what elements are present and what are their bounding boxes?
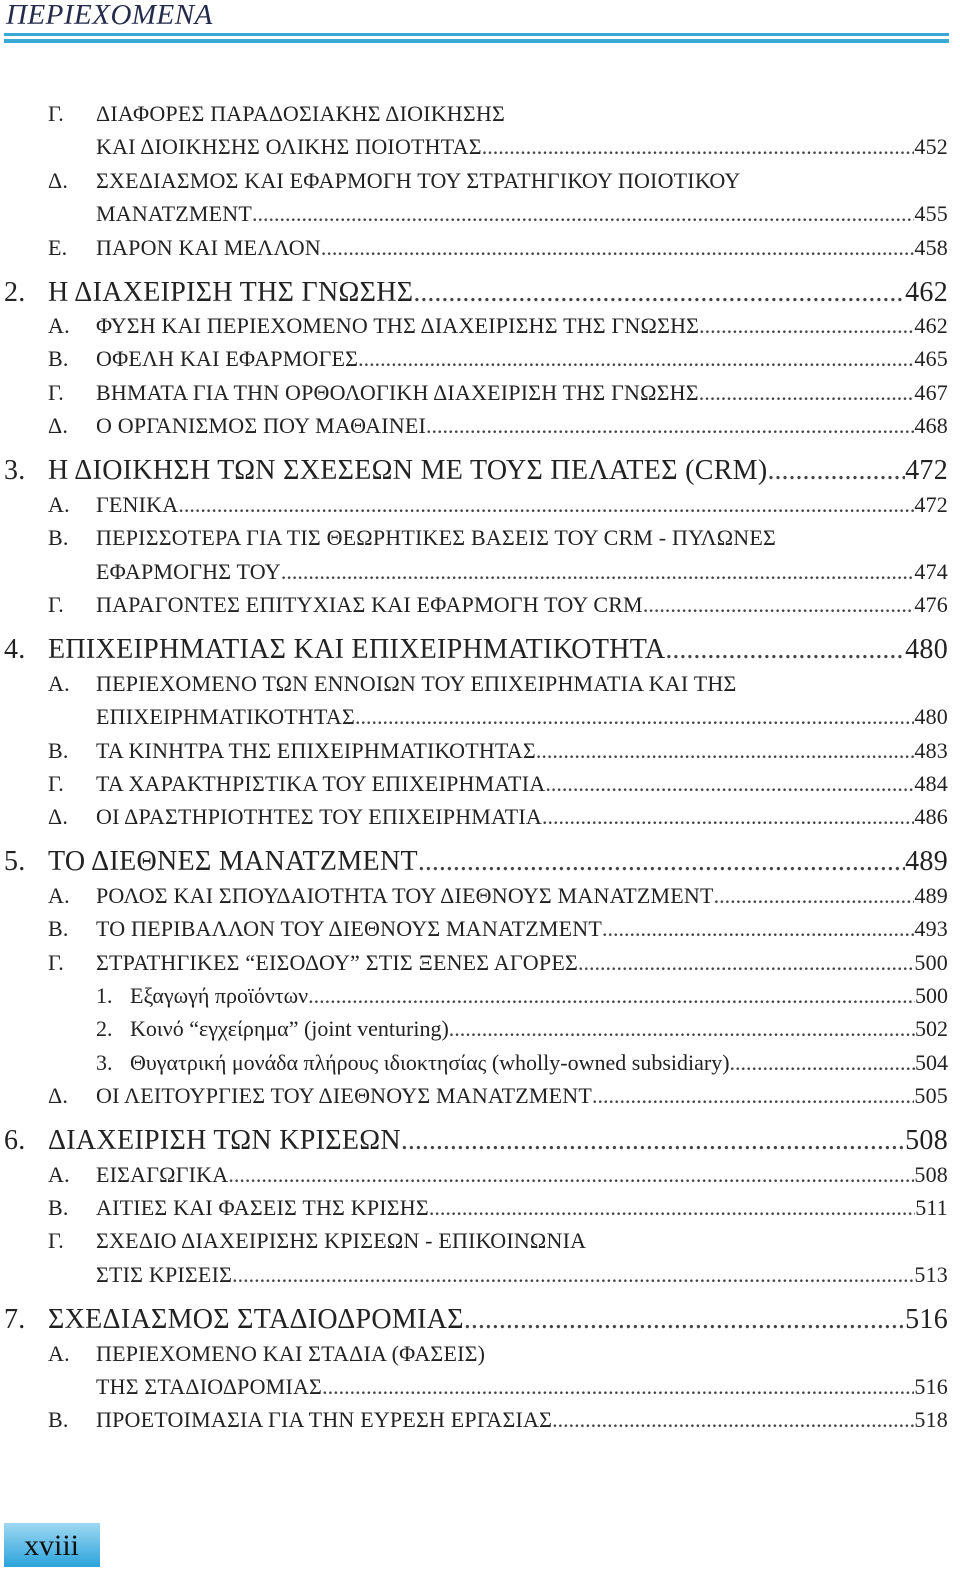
toc-entry-title: ΟΙ ΔΡΑΣΤΗΡΙΟΤΗΤΕΣ ΤΟΥ ΕΠΙΧΕΙΡΗΜΑΤΙΑ [96,804,542,829]
toc-entry-number: Δ. [48,168,69,193]
toc-entry-number: 1. [96,983,113,1008]
toc-entry-number: Δ. [48,413,69,438]
toc-entry-line [130,982,948,1010]
toc-entry-title: ΕΠΙΧΕΙΡΗΜΑΤΙΚΟΤΗΤΑΣ [96,704,355,729]
toc-page-number: 508 [914,1162,948,1187]
toc-entry-line [96,770,948,798]
header-rule-top [4,33,949,36]
dot-leader [482,133,915,161]
toc-entry-title: ΜΑΝΑΤΖΜΕΝΤ [96,201,253,226]
dot-leader [355,703,914,731]
page-title: ΠΕΡΙΕΧΟΜΕΝΑ [6,0,213,31]
toc-entry-title: Θυγατρική μονάδα πλήρους ιδιοκτησίας (wholly-owned subsidiary) [130,1050,730,1075]
toc-entry-title: ΣΧΕΔΙΑΣΜΟΣ ΣΤΑΔΙΟΔΡΟΜΙΑΣ [48,1304,464,1335]
toc-entry-line [96,670,948,698]
toc-entry-line [96,1082,948,1110]
toc-entry-number: 7. [4,1304,26,1335]
toc-entry-line [96,1194,948,1222]
toc-entry-number: Δ. [48,804,69,829]
toc-page-number: 516 [905,1304,948,1335]
toc-page-number: 508 [905,1125,948,1156]
toc-page-number: 486 [914,804,948,829]
toc-entry-line [96,412,948,440]
toc-entry-number: 3. [4,455,26,486]
dot-leader [178,491,914,519]
toc-entry-line [48,276,948,310]
toc-entry-number: Ε. [48,235,68,260]
toc-entry-line [96,133,948,161]
toc-entry-number: Γ. [48,101,64,126]
toc-entry-number: Δ. [48,1083,69,1108]
toc-entry-number: 6. [4,1125,26,1156]
dot-leader [401,1124,905,1158]
toc-entry-title: ΤΟ ΔΙΕΘΝΕΣ ΜΑΝΑΤΖΜΕΝΤ [48,846,418,877]
toc-page-number: 513 [914,1262,948,1287]
dot-leader [578,949,914,977]
dot-leader [228,1161,914,1189]
toc-entry-title: ΣΧΕΔΙΑΣΜΟΣ ΚΑΙ ΕΦΑΡΜΟΓΗ ΤΟΥ ΣΤΡΑΤΗΓΙΚΟΥ ΠΟΙΟΤΙΚΟΥ [96,168,741,193]
toc-entry-title: ΔΙΑΦΟΡΕΣ ΠΑΡΑΔΟΣΙΑΚΗΣ ΔΙΟΙΚΗΣΗΣ [96,101,505,126]
toc-entry-line [96,312,948,340]
toc-page-number: 493 [914,916,948,941]
toc-page-number: 467 [914,380,948,405]
dot-leader [429,1194,915,1222]
toc-entry-line [96,524,948,552]
toc-page-number: 500 [915,983,948,1008]
toc-entry-title: ΠΕΡΙΣΣΟΤΕΡΑ ΓΙΑ ΤΙΣ ΘΕΩΡΗΤΙΚΕΣ ΒΑΣΕΙΣ ΤΟΥ CRM - ΠΥΛΩΝΕΣ [96,525,777,550]
toc-entry-title: ΕΙΣΑΓΩΓΙΚΑ [96,1162,229,1187]
toc-entry-line [96,1373,948,1401]
toc-entry-number: Α. [48,313,70,338]
dot-leader [602,915,914,943]
toc-entry-line [96,803,948,831]
toc-entry-line [96,882,948,910]
toc-entry-number: Α. [48,883,70,908]
dot-leader [232,1261,914,1289]
toc-entry-number: 4. [4,634,26,665]
toc-page-number: 468 [914,413,948,438]
toc-entry-number: Β. [48,1195,69,1220]
header-rule-bottom [4,39,949,43]
toc-entry-title: ΦΥΣΗ ΚΑΙ ΠΕΡΙΕΧΟΜΕΝΟ ΤΗΣ ΔΙΑΧΕΙΡΙΣΗΣ ΤΗΣ ΓΝΩΣΗΣ [96,313,700,338]
toc-entry-title: ΣΤΡΑΤΗΓΙΚΕΣ “ΕΙΣΟΔΟΥ” ΣΤΙΣ ΞΕΝΕΣ ΑΓΟΡΕΣ [96,950,578,975]
toc-entry-line [96,737,948,765]
dot-leader [592,1082,914,1110]
toc-entry-title: Κοινό “εγχείρημα” (joint venturing) [130,1016,449,1041]
toc-entry-line [48,454,948,488]
toc-entry-line [96,949,948,977]
toc-page-number: 474 [914,559,948,584]
toc-entry-line [96,1161,948,1189]
toc-page-number: 452 [914,134,948,159]
dot-leader [449,1015,915,1043]
toc-page-number: 458 [914,235,948,260]
toc-entry-line [96,200,948,228]
toc-entry-line [96,915,948,943]
toc-entry-line [96,491,948,519]
toc-entry-number: 2. [96,1016,113,1041]
toc-page-number: 484 [914,771,948,796]
toc-entry-line [130,1015,948,1043]
toc-entry-number: Γ. [48,950,64,975]
dot-leader [699,312,914,340]
toc-entry-line [96,100,948,128]
dot-leader [545,770,914,798]
toc-page-number: 472 [905,455,948,486]
toc-entry-line [96,1340,948,1368]
dot-leader [308,982,915,1010]
toc-page-number: 480 [914,704,948,729]
toc-entry-number: 2. [4,277,26,308]
toc-entry-line [96,558,948,586]
dot-leader [643,591,915,619]
toc-entry-number: Α. [48,1162,70,1187]
toc-entry-title: ΠΑΡΑΓΟΝΤΕΣ ΕΠΙΤΥΧΙΑΣ ΚΑΙ ΕΦΑΡΜΟΓΗ ΤΟΥ CRM [96,592,643,617]
toc-entry-line [48,1303,948,1337]
toc-page-number: 483 [914,738,948,763]
toc-entry-title: ΚΑΙ ΔΙΟΙΚΗΣΗΣ ΟΛΙΚΗΣ ΠΟΙΟΤΗΤΑΣ [96,134,482,159]
toc-entry-number: Β. [48,525,69,550]
toc-entry-title: ΟΙ ΛΕΙΤΟΥΡΓΙΕΣ ΤΟΥ ΔΙΕΘΝΟΥΣ ΜΑΝΑΤΖΜΕΝΤ [96,1083,593,1108]
toc-entry-line [96,591,948,619]
toc-entry-title: Η ΔΙΟΙΚΗΣΗ ΤΩΝ ΣΧΕΣΕΩΝ ΜΕ ΤΟΥΣ ΠΕΛΑΤΕΣ (CRM) [48,455,768,486]
toc-entry-title: ΠΡΟΕΤΟΙΜΑΣΙΑ ΓΙΑ ΤΗΝ ΕΥΡΕΣΗ ΕΡΓΑΣΙΑΣ [96,1407,553,1432]
toc-entry-title: ΡΟΛΟΣ ΚΑΙ ΣΠΟΥΔΑΙΟΤΗΤΑ ΤΟΥ ΔΙΕΘΝΟΥΣ ΜΑΝΑΤΖΜΕΝΤ [96,883,714,908]
toc-entry-number: 5. [4,846,26,877]
toc-entry-title: ΣΧΕΔΙΟ ΔΙΑΧΕΙΡΙΣΗΣ ΚΡΙΣΕΩΝ - ΕΠΙΚΟΙΝΩΝΙΑ [96,1228,587,1253]
dot-leader [464,1303,905,1337]
toc-entry-line [48,1124,948,1158]
page-number: xviii [24,1529,80,1562]
toc-entry-title: ΠΕΡΙΕΧΟΜΕΝΟ ΤΩΝ ΕΝΝΟΙΩΝ ΤΟΥ ΕΠΙΧΕΙΡΗΜΑΤΙΑ ΚΑΙ ΤΗΣ [96,671,737,696]
toc-page-number: 476 [914,592,948,617]
toc-page-number: 516 [914,1374,948,1399]
toc-entry-title: ΟΦΕΛΗ ΚΑΙ ΕΦΑΡΜΟΓΕΣ [96,346,359,371]
page-number-badge [4,1523,100,1567]
toc-entry-number: Β. [48,1407,69,1432]
toc-entry-title: ΕΠΙΧΕΙΡΗΜΑΤΙΑΣ ΚΑΙ ΕΠΙΧΕΙΡΗΜΑΤΙΚΟΤΗΤΑ [48,634,666,665]
toc-page-number: 465 [914,346,948,371]
toc-entry-number: Β. [48,738,69,763]
toc-entry-title: Ο ΟΡΓΑΝΙΣΜΟΣ ΠΟΥ ΜΑΘΑΙΝΕΙ [96,413,426,438]
toc-entry-title: ΓΕΝΙΚΑ [96,492,179,517]
dot-leader [768,454,906,488]
toc-page-number: 472 [914,492,948,517]
dot-leader [665,633,905,667]
toc-entry-number: Γ. [48,1228,64,1253]
toc-entry-line [96,379,948,407]
dot-leader [552,1406,914,1434]
toc-entry-title: Εξαγωγή προϊόντων [130,983,309,1008]
toc-entry-line [96,1406,948,1434]
toc-entry-line [130,1049,948,1077]
toc-entry-title: ΕΦΑΡΜΟΓΗΣ ΤΟΥ [96,559,281,584]
toc-entry-title: ΔΙΑΧΕΙΡΙΣΗ ΤΩΝ ΚΡΙΣΕΩΝ [48,1125,401,1156]
toc-entry-title: ΤΟ ΠΕΡΙΒΑΛΛΟΝ ΤΟΥ ΔΙΕΘΝΟΥΣ ΜΑΝΑΤΖΜΕΝΤ [96,916,603,941]
toc-entry-line [96,1261,948,1289]
toc-entry-line [96,167,948,195]
toc-page-number: 505 [914,1083,948,1108]
toc-entry-line [96,1227,948,1255]
toc-page-number: 504 [915,1050,948,1075]
toc-entry-line [96,234,948,262]
toc-page-number: 480 [905,634,948,665]
dot-leader [252,200,914,228]
toc-entry-title: ΤΑ ΧΑΡΑΚΤΗΡΙΣΤΙΚΑ ΤΟΥ ΕΠΙΧΕΙΡΗΜΑΤΙΑ [96,771,546,796]
toc-page-number: 518 [914,1407,948,1432]
toc-entry-title: ΠΑΡΟΝ ΚΑΙ ΜΕΛΛΟΝ [96,235,321,260]
toc-entry-title: ΠΕΡΙΕΧΟΜΕΝΟ ΚΑΙ ΣΤΑΔΙΑ (ΦΑΣΕΙΣ) [96,1341,486,1366]
toc-entry-title: Η ΔΙΑΧΕΙΡΙΣΗ ΤΗΣ ΓΝΩΣΗΣ [48,277,414,308]
dot-leader [358,345,914,373]
toc-entry-number: Β. [48,346,69,371]
toc-entry-number: Β. [48,916,69,941]
toc-page-number: 462 [914,313,948,338]
dot-leader [322,1373,914,1401]
dot-leader [730,1049,915,1077]
toc-entry-title: ΤΑ ΚΙΝΗΤΡΑ ΤΗΣ ΕΠΙΧΕΙΡΗΜΑΤΙΚΟΤΗΤΑΣ [96,738,536,763]
dot-leader [426,412,914,440]
dot-leader [699,379,915,407]
dot-leader [542,803,914,831]
dot-leader [536,737,914,765]
toc-entry-number: Γ. [48,380,64,405]
toc-page-number: 500 [914,950,948,975]
toc-entry-number: Γ. [48,592,64,617]
toc-entry-line [96,345,948,373]
toc-entry-title: ΣΤΙΣ ΚΡΙΣΕΙΣ [96,1262,233,1287]
dot-leader [413,276,905,310]
toc-page-number: 489 [905,846,948,877]
toc-entry-line [48,845,948,879]
toc-page-number: 489 [914,883,948,908]
toc-entry-line [96,703,948,731]
toc-entry-number: Α. [48,671,70,696]
toc-entry-title: ΒΗΜΑΤΑ ΓΙΑ ΤΗΝ ΟΡΘΟΛΟΓΙΚΗ ΔΙΑΧΕΙΡΙΣΗ ΤΗΣ ΓΝΩΣΗΣ [96,380,699,405]
toc-entry-number: Α. [48,1341,70,1366]
dot-leader [714,882,915,910]
dot-leader [281,558,915,586]
dot-leader [321,234,915,262]
toc-entry-title: ΤΗΣ ΣΤΑΔΙΟΔΡΟΜΙΑΣ [96,1374,323,1399]
toc-page-number: 511 [915,1195,948,1220]
toc-page-number: 455 [914,201,948,226]
toc-entry-number: 3. [96,1050,113,1075]
toc-entry-number: Γ. [48,771,64,796]
toc-page-number: 502 [915,1016,948,1041]
toc-entry-number: Α. [48,492,70,517]
toc-entry-title: ΑΙΤΙΕΣ ΚΑΙ ΦΑΣΕΙΣ ΤΗΣ ΚΡΙΣΗΣ [96,1195,429,1220]
dot-leader [418,845,905,879]
toc-page-number: 462 [905,277,948,308]
toc-entry-line [48,633,948,667]
